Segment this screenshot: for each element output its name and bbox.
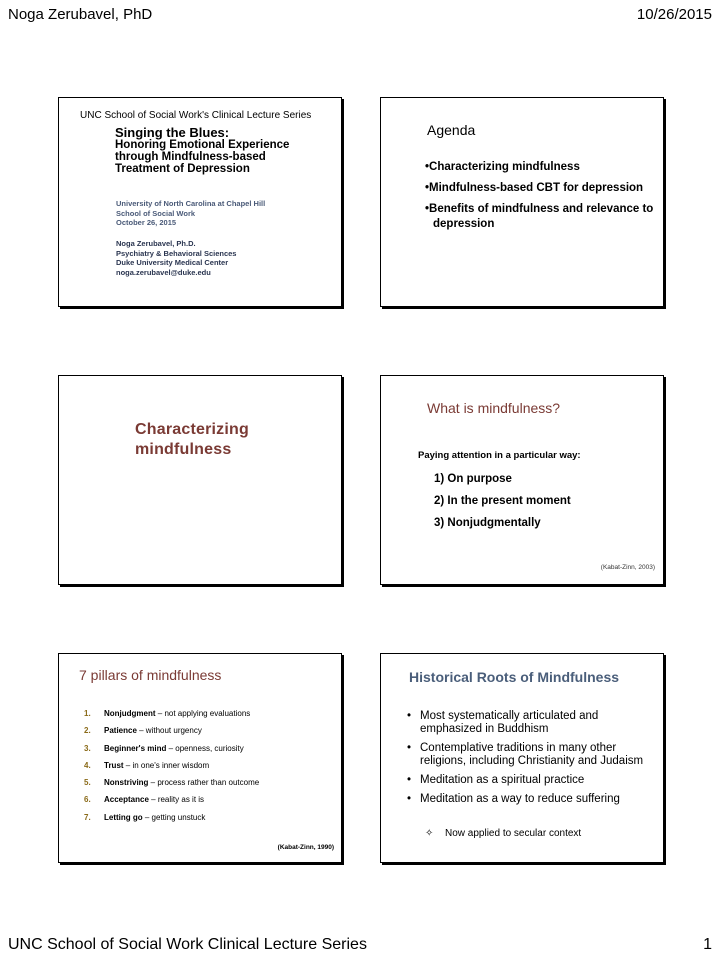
item-number: 3.: [84, 743, 91, 753]
list-item: •Mindfulness-based CBT for depression: [425, 182, 644, 194]
pillar-term: Letting go: [104, 812, 143, 822]
item-number: 5.: [84, 778, 91, 788]
presenter-name: Noga Zerubavel, Ph.D.: [116, 239, 196, 248]
slide-seven-pillars: [58, 653, 342, 863]
slide-title: [58, 97, 342, 307]
agenda-item: Benefits of mindfulness and relevance to depression: [429, 203, 654, 230]
item-number: 2.: [84, 726, 91, 736]
list-item: •Characterizing mindfulness: [425, 161, 580, 173]
slide-what-is-mindfulness: [380, 375, 664, 585]
slide-title: Agenda: [427, 122, 476, 138]
slide-agenda: [380, 97, 664, 307]
definition-list: [434, 473, 571, 539]
list-item: [84, 744, 334, 761]
page-number: 1: [703, 936, 712, 953]
slide-section: [58, 375, 342, 585]
department: Psychiatry & Behavioral Sciences: [116, 248, 237, 258]
section-title-line: mindfulness: [135, 441, 232, 458]
section-title-line: Characterizing: [135, 421, 249, 438]
item-number: 7.: [84, 812, 91, 822]
talk-title: [115, 127, 289, 175]
pillar-term: Beginner's mind: [104, 743, 167, 753]
definition-intro: Paying attention in a particular way:: [418, 450, 581, 461]
item-number: 1.: [84, 709, 91, 718]
sub-list-item: [425, 828, 581, 839]
bullet-icon: •: [407, 742, 412, 754]
talk-title-line: Treatment of Depression: [115, 163, 250, 175]
list-item: [84, 726, 334, 743]
root-text: Meditation as a spiritual practice: [420, 774, 585, 786]
talk-title-line: through Mindfulness-based: [115, 151, 266, 163]
talk-title-line: Honoring Emotional Experience: [115, 139, 290, 151]
header-date: 10/26/2015: [636, 6, 712, 23]
footer-series: UNC School of Social Work Clinical Lecture Series: [8, 936, 367, 953]
presenter-email: noga.zerubavel@duke.edu: [116, 267, 211, 277]
school: School of Social Work: [116, 208, 196, 218]
list-item: [84, 778, 334, 795]
list-item: [407, 793, 657, 806]
list-item: [407, 742, 657, 768]
pillar-term: Trust: [104, 760, 124, 770]
institution: University of North Carolina at Chapel Hill: [116, 199, 266, 208]
slide-title: What is mindfulness?: [427, 400, 561, 416]
star-bullet-icon: ✧: [425, 828, 434, 839]
agenda-item: Mindfulness-based CBT for depression: [429, 182, 644, 194]
list-item: •Benefits of mindfulness and relevance to depression: [425, 203, 654, 230]
list-item: [407, 774, 657, 787]
citation: (Kabat-Zinn, 1990): [277, 844, 334, 851]
agenda-list: [425, 160, 655, 238]
slide-title: 7 pillars of mindfulness: [79, 667, 222, 683]
bullet-icon: •: [407, 710, 412, 722]
item-number: 4.: [84, 760, 91, 770]
pillar-desc: – not applying evaluations: [155, 709, 251, 718]
list-item: [84, 709, 334, 726]
root-text: Meditation as a way to reduce suffering: [420, 793, 620, 805]
pillar-desc: – getting unstuck: [142, 812, 206, 822]
presenter-info: [116, 239, 236, 277]
talk-title-line: Singing the Blues:: [115, 125, 230, 140]
list-item: [84, 761, 334, 778]
slide-title: Historical Roots of Mindfulness: [409, 669, 620, 685]
list-item: [407, 710, 657, 736]
list-item: 3) Nonjudgmentally: [434, 517, 541, 529]
agenda-item: Characterizing mindfulness: [429, 161, 580, 173]
list-item: 1) On purpose: [434, 473, 512, 485]
pillars-list: [84, 709, 334, 830]
pillar-desc: – openness, curiosity: [166, 743, 244, 753]
pillar-term: Nonstriving: [104, 778, 149, 788]
pillar-desc: – process rather than outcome: [148, 778, 260, 788]
list-item: [84, 795, 334, 812]
item-number: 6.: [84, 795, 91, 805]
pillar-desc: – reality as it is: [148, 795, 205, 805]
slide-historical-roots: [380, 653, 664, 863]
bullet-icon: •: [407, 774, 412, 786]
pillar-term: Nonjudgment: [104, 709, 156, 718]
bullet-icon: •: [407, 793, 412, 805]
sub-item-text: Now applied to secular context: [445, 828, 582, 839]
event-date: October 26, 2015: [116, 218, 177, 227]
section-title: [135, 420, 249, 460]
list-item: 2) In the present moment: [434, 495, 571, 507]
root-text: Most systematically articulated and emphasized in Buddhism: [420, 710, 599, 735]
lecture-series-label: UNC School of Social Work's Clinical Lecture Series: [80, 110, 312, 121]
medical-center: Duke University Medical Center: [116, 258, 229, 267]
root-text: Contemplative traditions in many other religions, including Christianity and Judaism: [420, 742, 644, 767]
list-item: [84, 813, 334, 830]
citation: (Kabat-Zinn, 2003): [600, 564, 655, 571]
roots-list: [407, 710, 657, 812]
header-author: Noga Zerubavel, PhD: [8, 6, 153, 23]
pillar-term: Patience: [104, 726, 137, 736]
pillar-desc: – without urgency: [136, 726, 202, 736]
pillar-desc: – in one's inner wisdom: [123, 760, 210, 770]
event-info: [116, 199, 265, 228]
pillar-term: Acceptance: [104, 795, 149, 805]
